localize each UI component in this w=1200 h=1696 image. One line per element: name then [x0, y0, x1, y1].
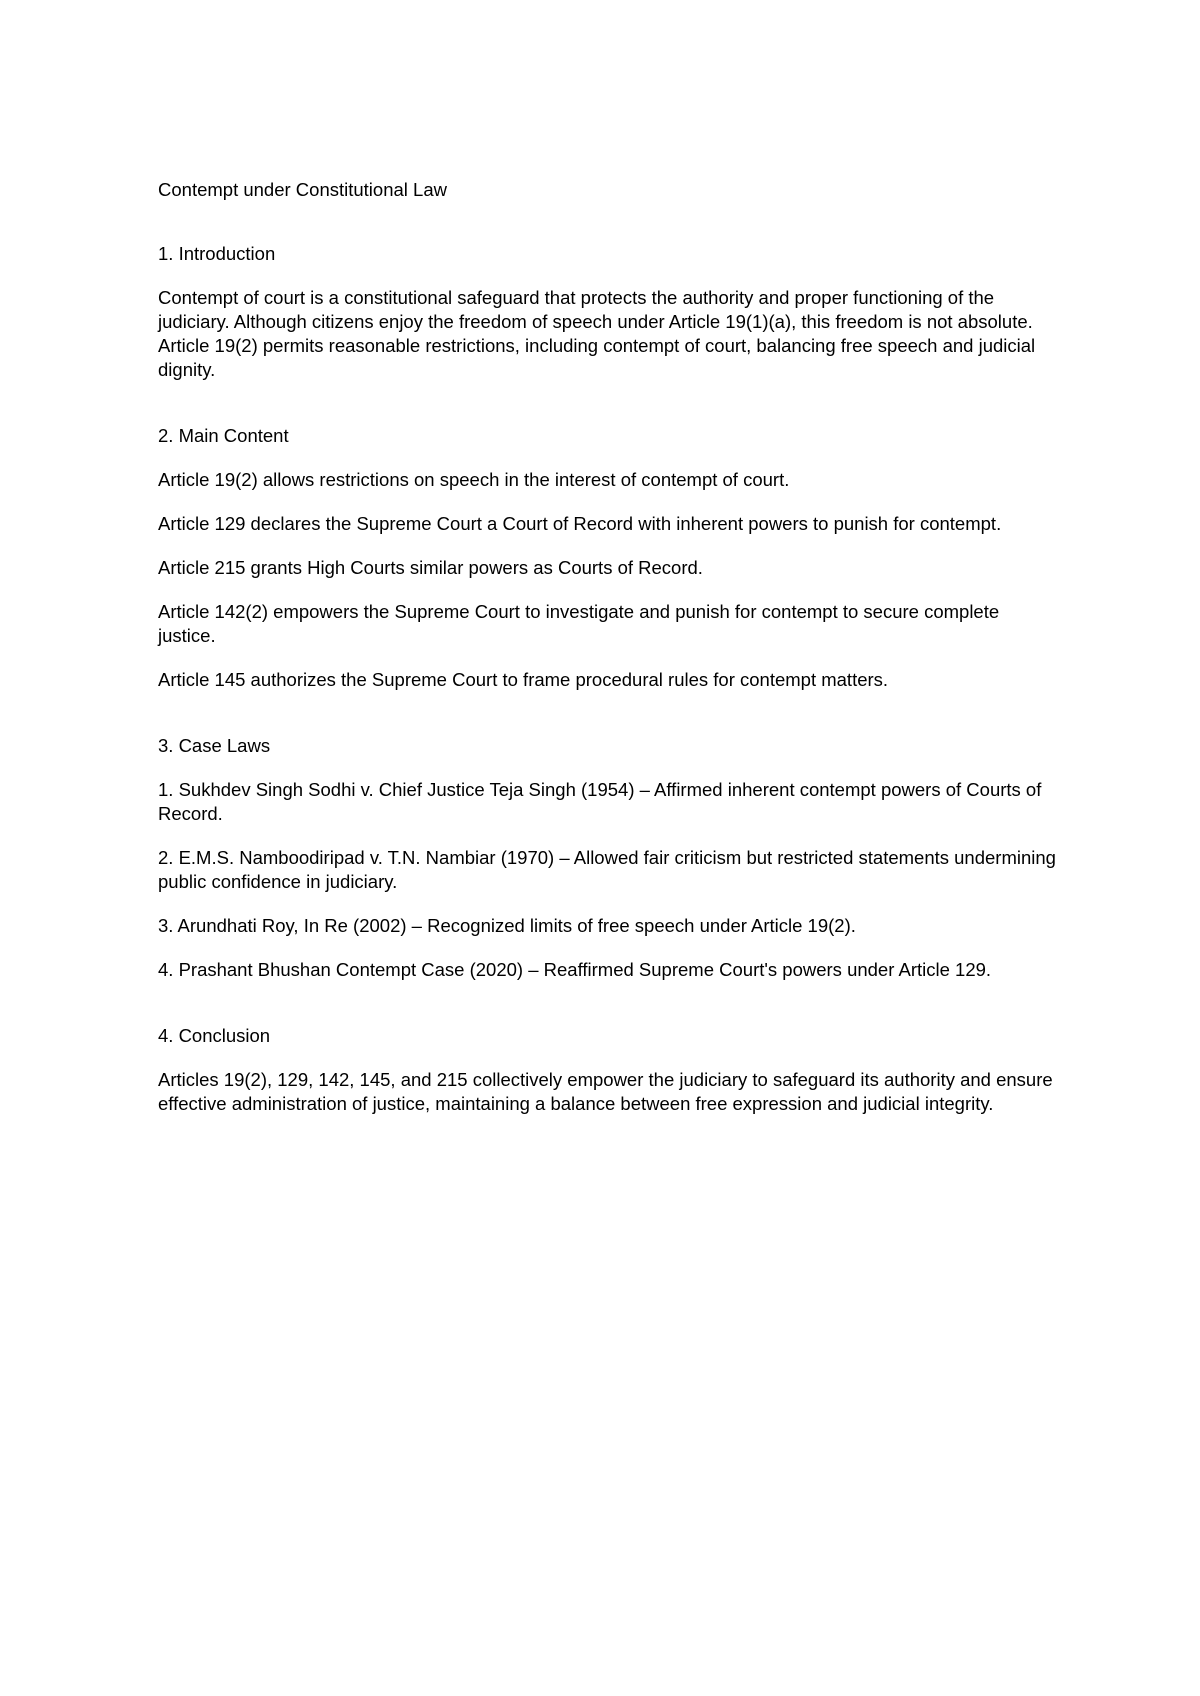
paragraph: Article 19(2) allows restrictions on speech in the interest of contempt of court. [158, 469, 790, 490]
section-main-content [158, 424, 1058, 692]
paragraph: Article 142(2) empowers the Supreme Court to investigate and punish for contempt to secure complete justice. [158, 601, 1000, 646]
list-item: 2. E.M.S. Namboodiripad v. T.N. Nambiar (1970) – Allowed fair criticism but restricted statements undermining public confidence in judiciary. [158, 847, 1056, 892]
section-conclusion [158, 1024, 1058, 1116]
paragraph: Articles 19(2), 129, 142, 145, and 215 collectively empower the judiciary to safeguard its authority and ensure effective administration of justice, maintaining a balance between free expression and judicial integrity. [158, 1069, 1053, 1114]
paragraph: Contempt of court is a constitutional safeguard that protects the authority and proper functioning of the judiciary. Although citizens enjoy the freedom of speech under Article 19(1)(a), this freedom is not absolute. Article 19(2) permits reasonable restrictions, including contempt of court, balancing free speech and judicial dignity. [158, 287, 1036, 380]
section-heading: 3. Case Laws [158, 735, 271, 756]
section-heading: 2. Main Content [158, 425, 289, 446]
paragraph: Article 215 grants High Courts similar powers as Courts of Record. [158, 557, 703, 578]
section-heading: 4. Conclusion [158, 1025, 271, 1046]
section-case-laws [158, 734, 1058, 982]
document-title: Contempt under Constitutional Law [158, 179, 447, 200]
list-item: 4. Prashant Bhushan Contempt Case (2020) – Reaffirmed Supreme Court's powers under Article 129. [158, 959, 992, 980]
list-item: 3. Arundhati Roy, In Re (2002) – Recognized limits of free speech under Article 19(2). [158, 915, 856, 936]
paragraph: Article 145 authorizes the Supreme Court to frame procedural rules for contempt matters. [158, 669, 889, 690]
section-heading: 1. Introduction [158, 243, 276, 264]
paragraph: Article 129 declares the Supreme Court a Court of Record with inherent powers to punish for contempt. [158, 513, 1002, 534]
section-introduction [158, 242, 1058, 382]
document-page [158, 178, 1058, 1136]
list-item: 1. Sukhdev Singh Sodhi v. Chief Justice Teja Singh (1954) – Affirmed inherent contempt powers of Courts of Record. [158, 779, 1042, 824]
